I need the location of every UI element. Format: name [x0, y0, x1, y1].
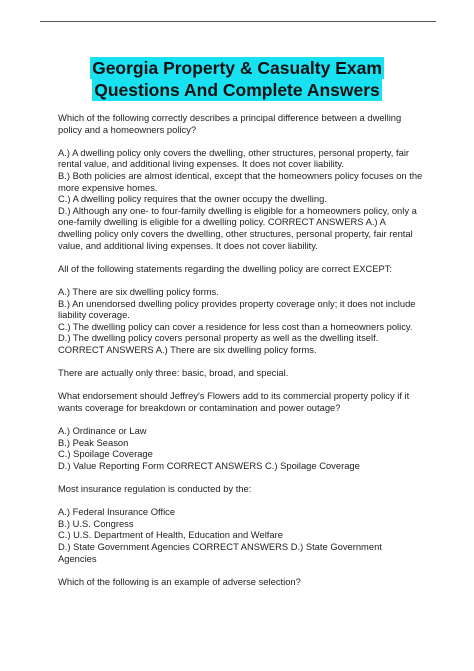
text-line: D.) State Government Agencies CORRECT ANSWERS D.) State Government: [58, 540, 382, 552]
text-line: dwelling policy only covers the dwelling, other structures, personal property, fair rental: [58, 227, 413, 239]
text-line: There are actually only three: basic, broad, and special.: [58, 367, 289, 379]
text-line: wants coverage for breakdown or contamination and power outage?: [58, 401, 341, 413]
text-line: A.) Federal Insurance Office: [58, 506, 176, 518]
text-line: C.) U.S. Department of Health, Education and Welfare: [58, 529, 283, 541]
question-5: [58, 576, 434, 588]
text-line: C.) A dwelling policy requires that the owner occupy the dwelling.: [58, 193, 327, 205]
text-line: A.) A dwelling policy only covers the dwelling, other structures, personal property, fair: [58, 146, 410, 158]
answers-2: [58, 286, 434, 356]
question-2: [58, 263, 434, 275]
text-line: Agencies: [58, 552, 97, 564]
text-line: B.) U.S. Congress: [58, 517, 134, 529]
question-3: [58, 390, 434, 413]
answers-1: [58, 147, 434, 251]
question-4: [58, 483, 434, 495]
text-line: Which of the following correctly describes a principal difference between a dwelling: [58, 112, 402, 123]
text-line: A.) Ordinance or Law: [58, 425, 147, 437]
text-line: Which of the following is an example of adverse selection?: [58, 575, 301, 587]
text-line: CORRECT ANSWERS A.) There are six dwelling policy forms.: [58, 343, 317, 355]
text-line: B.) An unendorsed dwelling policy provides property coverage only; it does not include: [58, 297, 416, 309]
text-line: one-family dwelling is eligible for a dwelling policy. CORRECT ANSWERS A.) A: [58, 216, 386, 228]
text-line: A.) There are six dwelling policy forms.: [58, 285, 219, 297]
text-line: value, and additional living expenses. It does not cover liability.: [58, 239, 318, 251]
text-line: B.) Peak Season: [58, 436, 129, 448]
text-line: policy and a homeowners policy?: [58, 123, 197, 135]
text-line: rental value, and additional living expenses. It does not cover liability.: [58, 158, 344, 170]
text-line: D.) Although any one- to four-family dwelling is eligible for a homeowners policy, only a: [58, 204, 417, 216]
text-line: more expensive homes.: [58, 181, 158, 193]
text-line: D.) Value Reporting Form CORRECT ANSWERS C.) Spoilage Coverage: [58, 459, 360, 471]
text-line: C.) Spoilage Coverage: [58, 448, 153, 460]
text-line: What endorsement should Jeffrey's Flowers add to its commercial property policy if it: [58, 390, 410, 402]
text-line: liability coverage.: [58, 309, 130, 321]
question-1: [58, 112, 434, 135]
text-line: Most insurance regulation is conducted by the:: [58, 483, 252, 494]
answers-4: [58, 506, 434, 564]
text-line: C.) The dwelling policy can cover a residence for less cost than a homeowners policy.: [58, 320, 413, 332]
explanation-2: [58, 367, 434, 379]
document-title: [70, 57, 404, 101]
text-line: D.) The dwelling policy covers personal property as well as the dwelling itself.: [58, 332, 379, 344]
answers-3: [58, 425, 434, 471]
document-body: [58, 112, 434, 599]
text-line: All of the following statements regarding the dwelling policy are correct EXCEPT:: [58, 262, 393, 274]
text-line: B.) Both policies are almost identical, except that the homeowners policy focuses on the: [58, 169, 423, 181]
title-line-1: Georgia Property & Casualty Exam: [92, 58, 382, 78]
title-line-2: Questions And Complete Answers: [94, 80, 380, 100]
header-rule: [40, 21, 436, 22]
